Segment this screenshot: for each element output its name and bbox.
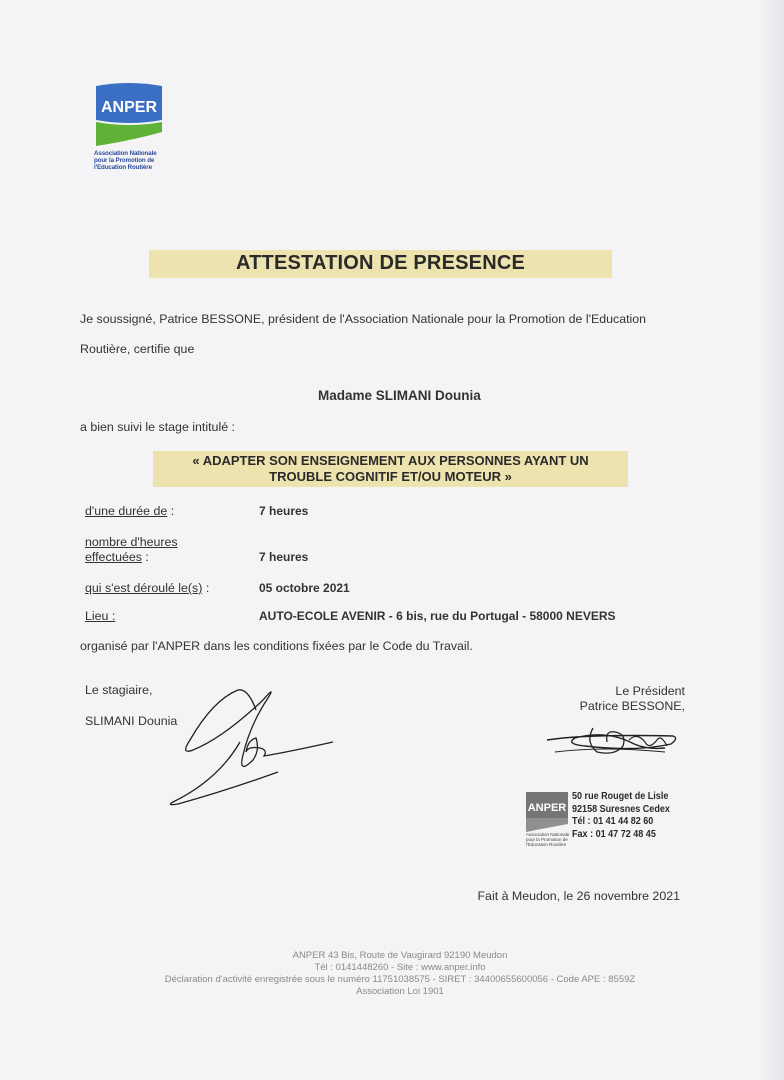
- date-value: 05 octobre 2021: [259, 581, 350, 595]
- stamp-small-text: [526, 832, 570, 847]
- stamp-small-line: pour la Promotion de: [526, 837, 568, 842]
- president-label: Le Président: [615, 684, 685, 698]
- footer-line: Association Loi 1901: [356, 986, 444, 997]
- lieu-value: AUTO-ECOLE AVENIR - 6 bis, rue du Portugal - 58000 NEVERS: [259, 609, 616, 623]
- heures-label-line1: nombre d'heures: [85, 535, 178, 549]
- duree-label: [85, 504, 174, 518]
- scan-edge-shadow: [758, 0, 784, 1080]
- stamp-address-line: Fax : 01 47 72 48 45: [572, 827, 656, 840]
- stamp-small-line: l'Education Routière: [526, 842, 567, 847]
- heures-label-line2: [85, 550, 149, 564]
- footer-line: Déclaration d'activité enregistrée sous le numéro 11751038575 - SIRET : 34400655600056 - Code APE : 8559Z: [164, 974, 636, 985]
- stamp-logo-text: ANPER: [527, 802, 567, 814]
- stamp-address: [572, 790, 670, 840]
- stage-title-line2: TROUBLE COGNITIF ET/OU MOTEUR »: [269, 469, 512, 484]
- logo-subtitle-line: Association Nationale: [94, 150, 157, 157]
- heures-label-suffix: :: [141, 550, 149, 564]
- logo-subtitle-line: l'Education Routière: [94, 164, 152, 171]
- heures-value: 7 heures: [259, 550, 309, 564]
- organised-text: organisé par l'ANPER dans les conditions fixées par le Code du Travail.: [80, 639, 473, 653]
- stage-intro-text: a bien suivi le stage intitulé :: [80, 420, 235, 434]
- stamp-address-line: Tél : 01 41 44 82 60: [572, 815, 654, 828]
- anper-stamp: [526, 790, 686, 850]
- anper-logo-subtitle: [94, 150, 166, 171]
- intro-text-line2: Routière, certifie que: [80, 342, 195, 356]
- attendee-name: Madame SLIMANI Dounia: [318, 388, 481, 403]
- anper-logo-text: ANPER: [100, 99, 158, 116]
- duree-value: 7 heures: [259, 504, 309, 518]
- stage-title: [153, 453, 628, 485]
- trainee-signature: [168, 680, 343, 810]
- stamp-logo: [526, 792, 568, 832]
- date-label-suffix: :: [202, 581, 210, 595]
- stamp-small-line: Association Nationale: [526, 832, 570, 837]
- stamp-address-line: 92158 Suresnes Cedex: [572, 802, 670, 815]
- president-name: Patrice BESSONE,: [579, 699, 685, 713]
- trainee-label: Le stagiaire,: [85, 683, 153, 697]
- duree-label-text: d'une durée de: [85, 504, 168, 518]
- lieu-label: Lieu :: [85, 609, 116, 623]
- footer-line: Tél : 0141448260 - Site : www.anper.info: [314, 962, 486, 973]
- date-label: [85, 581, 209, 595]
- stamp-address-line: 50 rue Rouget de Lisle: [572, 790, 669, 802]
- trainee-name: SLIMANI Dounia: [85, 714, 178, 728]
- president-signature: [545, 722, 680, 762]
- anper-logo-badge: [94, 82, 164, 148]
- intro-text-line1: Je soussigné, Patrice BESSONE, président de l'Association Nationale pour la Promotion de l'Education: [80, 312, 647, 326]
- footer-line: ANPER 43 Bis, Route de Vaugirard 92190 Meudon: [292, 950, 508, 961]
- date-label-text: qui s'est déroulé le(s): [85, 581, 203, 595]
- heures-label-text: effectuées: [85, 550, 142, 564]
- logo-subtitle-line: pour la Promotion de: [94, 157, 155, 164]
- anper-logo: [94, 82, 166, 171]
- place-date: Fait à Meudon, le 26 novembre 2021: [477, 889, 680, 903]
- document-title: ATTESTATION DE PRESENCE: [235, 252, 526, 274]
- stage-title-line1: « ADAPTER SON ENSEIGNEMENT AUX PERSONNES AYANT UN: [192, 453, 589, 468]
- duree-label-suffix: :: [167, 504, 175, 518]
